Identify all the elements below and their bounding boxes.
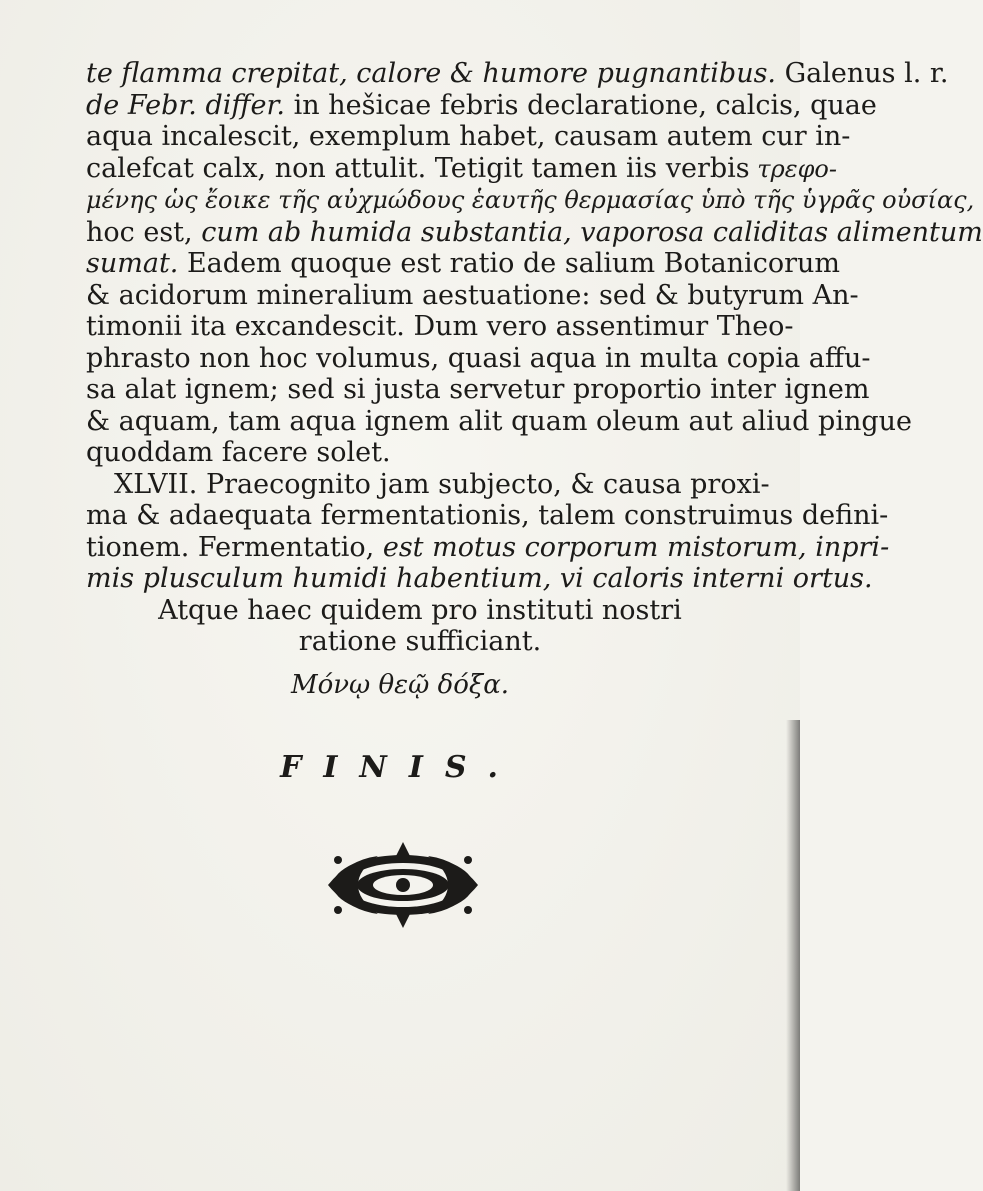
text-line: & acidorum mineralium aestuatione: sed & butyrum An-: [86, 279, 859, 311]
greek-motto: Μόνῳ θεῷ δόξα.: [290, 670, 510, 700]
text-line: [86, 152, 837, 186]
body-text: [86, 58, 983, 658]
italic-phrase: cum ab humida substantia, vaporosa caliditas alimentum: [201, 216, 983, 248]
text-line: [86, 216, 983, 249]
text-segment: tionem. Fermentatio,: [86, 531, 383, 563]
text-line: aqua incalescit, exemplum habet, causam autem cur in-: [86, 121, 851, 152]
closing-line: ratione sufficiant.: [298, 626, 542, 657]
page-edge-shadow: [786, 720, 800, 1191]
greek-quote: τρεφο-: [749, 154, 837, 183]
text-segment: calefcat calx, non attulit. Tetigit tamen iis verbis: [86, 152, 750, 184]
text-line: [86, 531, 890, 564]
text-line: [86, 58, 949, 90]
closing-line: Atque haec quidem pro instituti nostri: [158, 594, 682, 626]
text-line: [86, 248, 840, 280]
text-line: quoddam facere solet.: [86, 437, 391, 468]
work-title: de Febr. differ.: [86, 89, 286, 121]
text-line: [86, 89, 877, 122]
citation: Galenus l. r.: [776, 58, 949, 89]
text-segment: in hešicae febris declaratione, calcis, quae: [285, 89, 877, 121]
italic-phrase: te flamma crepitat, calore & humore pugnantibus.: [86, 58, 777, 89]
definition-line: mis plusculum humidi habentium, vi caloris interni ortus.: [86, 563, 873, 594]
finis-heading: FINIS.: [280, 750, 520, 785]
definition: est motus corporum mistorum, inpri-: [382, 531, 890, 563]
text-line: phrasto non hoc volumus, quasi aqua in multa copia affu-: [86, 342, 871, 374]
tailpiece-ornament-icon: [318, 840, 488, 930]
text-line: ma & adaequata fermentationis, talem construimus defini-: [86, 500, 889, 531]
section-line: XLVII. Praecognito jam subjecto, & causa proxi-: [114, 468, 770, 500]
text-line: sa alat ignem; sed si justa servetur proportio inter ignem: [86, 374, 870, 405]
text-segment: hoc est,: [86, 216, 202, 248]
text-segment: Eadem quoque est ratio de salium Botanicorum: [178, 248, 840, 279]
text-line: & aquam, tam aqua ignem alit quam oleum aut aliud pingue: [86, 405, 913, 437]
text-line: timonii ita excandescit. Dum vero assentimur Theo-: [86, 311, 794, 342]
italic-phrase: sumat.: [86, 248, 179, 279]
greek-quote-line: μένης ὡς ἔοικε τῆς αὐχμώδους ἑαυτῆς θερμασίας ὑπὸ τῆς ὑγρᾶς οὐσίας,: [86, 186, 975, 214]
